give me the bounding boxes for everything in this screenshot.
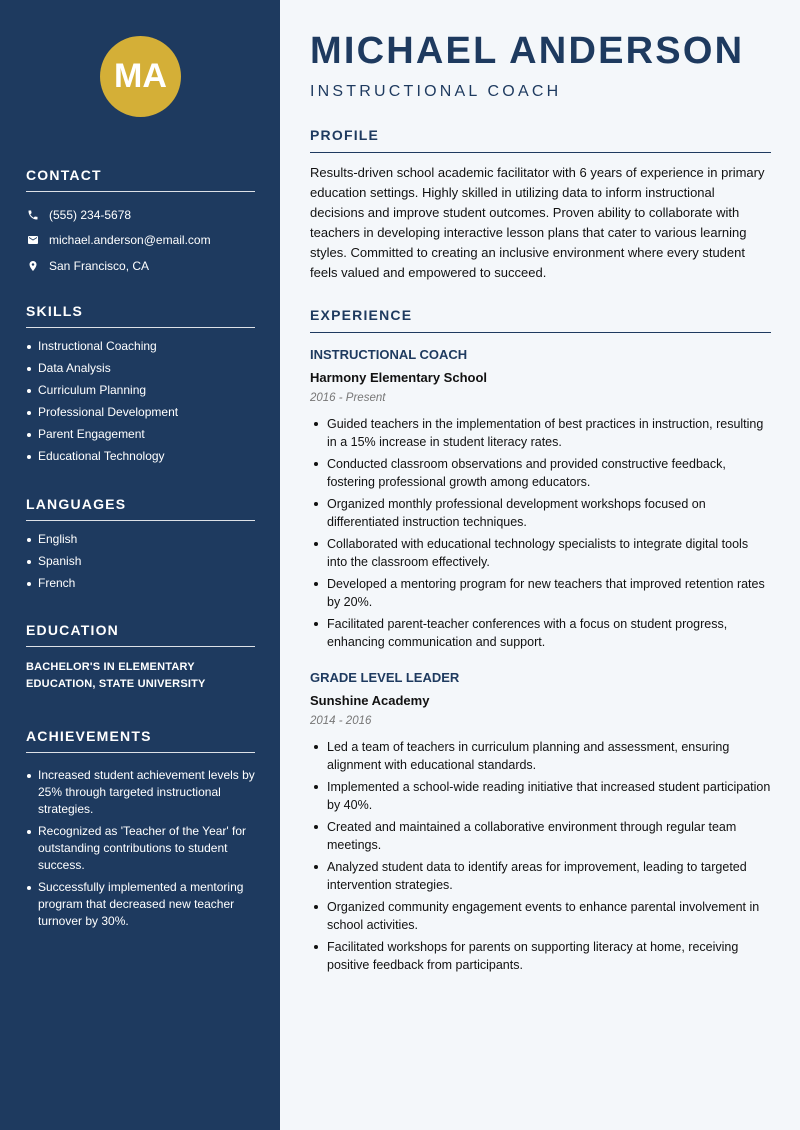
location-pin-icon xyxy=(26,259,39,272)
job-bullet: Organized community engagement events to enhance parental involvement in school activities. xyxy=(310,898,771,934)
job-bullet: Led a team of teachers in curriculum planning and assessment, ensuring alignment with educational standards. xyxy=(310,738,771,774)
job-bullet: Collaborated with educational technology specialists to integrate digital tools into the classroom effectively. xyxy=(310,535,771,571)
contact-location xyxy=(26,253,255,279)
education-section xyxy=(26,622,255,693)
contact-email[interactable] xyxy=(26,228,255,254)
achievements-heading: ACHIEVEMENTS xyxy=(26,728,255,753)
languages-section xyxy=(26,496,255,597)
job-company: Harmony Elementary School xyxy=(310,370,487,385)
job-title: INSTRUCTIONAL COACH xyxy=(310,347,468,362)
job-bullet: Analyzed student data to identify areas for improvement, leading to targeted intervention strategies. xyxy=(310,858,771,894)
profile-section xyxy=(310,127,771,283)
job-bullets xyxy=(310,738,771,974)
job-bullet: Developed a mentoring program for new teachers that improved retention rates by 20%. xyxy=(310,575,771,611)
job-bullets xyxy=(310,415,771,651)
phone-icon xyxy=(26,208,39,221)
languages-list xyxy=(26,531,255,592)
skill-item: Curriculum Planning xyxy=(26,382,255,399)
achievements-list xyxy=(26,767,255,930)
job-bullet: Conducted classroom observations and provided constructive feedback, fostering professional growth among educators. xyxy=(310,455,771,491)
experience-section xyxy=(310,307,771,333)
email-text: michael.anderson@email.com xyxy=(49,233,211,248)
skill-item: Instructional Coaching xyxy=(26,338,255,355)
skill-item: Professional Development xyxy=(26,404,255,421)
achievement-item: Increased student achievement levels by 25% through targeted instructional strategies. xyxy=(26,767,255,818)
job-bullet: Facilitated parent-teacher conferences with a focus on student progress, enhancing communication and support. xyxy=(310,615,771,651)
job-bullet: Implemented a school-wide reading initiative that increased student participation by 40%. xyxy=(310,778,771,814)
job-title: GRADE LEVEL LEADER xyxy=(310,670,460,685)
job-company: Sunshine Academy xyxy=(310,693,430,708)
job-bullet: Created and maintained a collaborative environment through regular team meetings. xyxy=(310,818,771,854)
avatar: MA xyxy=(100,36,181,117)
job-bullet: Organized monthly professional development workshops focused on differentiated instruction techniques. xyxy=(310,495,771,531)
language-item: Spanish xyxy=(26,553,255,570)
experience-heading: EXPERIENCE xyxy=(310,307,771,333)
skill-item: Data Analysis xyxy=(26,360,255,377)
language-item: English xyxy=(26,531,255,548)
phone-text: (555) 234-5678 xyxy=(49,207,132,222)
job-dates: 2014 - 2016 xyxy=(310,715,372,727)
job-bullet: Facilitated workshops for parents on supporting literacy at home, receiving positive feedback from participants. xyxy=(310,938,771,974)
candidate-role: INSTRUCTIONAL COACH xyxy=(310,83,562,100)
profile-text: Results-driven school academic facilitator with 6 years of experience in primary education settings. Highly skilled in utilizing data to inform instructional decisions and improve student outcomes. Proven ability to collaborate with teachers in developing interactive lesson plans that cater to various learning styles. Committed to creating an inclusive environment where every student feels valued and empowered to succeed. xyxy=(310,165,765,280)
contact-phone[interactable] xyxy=(26,202,255,228)
contact-section xyxy=(26,167,255,279)
job-dates: 2016 - Present xyxy=(310,392,386,404)
job-entry xyxy=(310,669,771,978)
skills-heading: SKILLS xyxy=(26,303,255,328)
location-text: San Francisco, CA xyxy=(49,258,150,273)
email-icon xyxy=(26,234,39,247)
skills-list xyxy=(26,338,255,465)
skills-section xyxy=(26,303,255,470)
contact-heading: CONTACT xyxy=(26,167,255,192)
job-entry xyxy=(310,346,771,655)
skill-item: Parent Engagement xyxy=(26,426,255,443)
achievement-item: Recognized as 'Teacher of the Year' for outstanding contributions to student success. xyxy=(26,823,255,874)
sidebar xyxy=(0,0,280,1130)
candidate-name: MICHAEL ANDERSON xyxy=(310,30,745,72)
achievements-section xyxy=(26,728,255,935)
education-heading: EDUCATION xyxy=(26,622,255,647)
skill-item: Educational Technology xyxy=(26,448,255,465)
language-item: French xyxy=(26,575,255,592)
job-bullet: Guided teachers in the implementation of best practices in instruction, resulting in a 15% increase in student literacy rates. xyxy=(310,415,771,451)
profile-heading: PROFILE xyxy=(310,127,771,153)
education-degree: BACHELOR'S IN ELEMENTARY EDUCATION, STATE UNIVERSITY xyxy=(26,661,206,690)
languages-heading: LANGUAGES xyxy=(26,496,255,521)
achievement-item: Successfully implemented a mentoring program that decreased new teacher turnover by 30%. xyxy=(26,879,255,930)
